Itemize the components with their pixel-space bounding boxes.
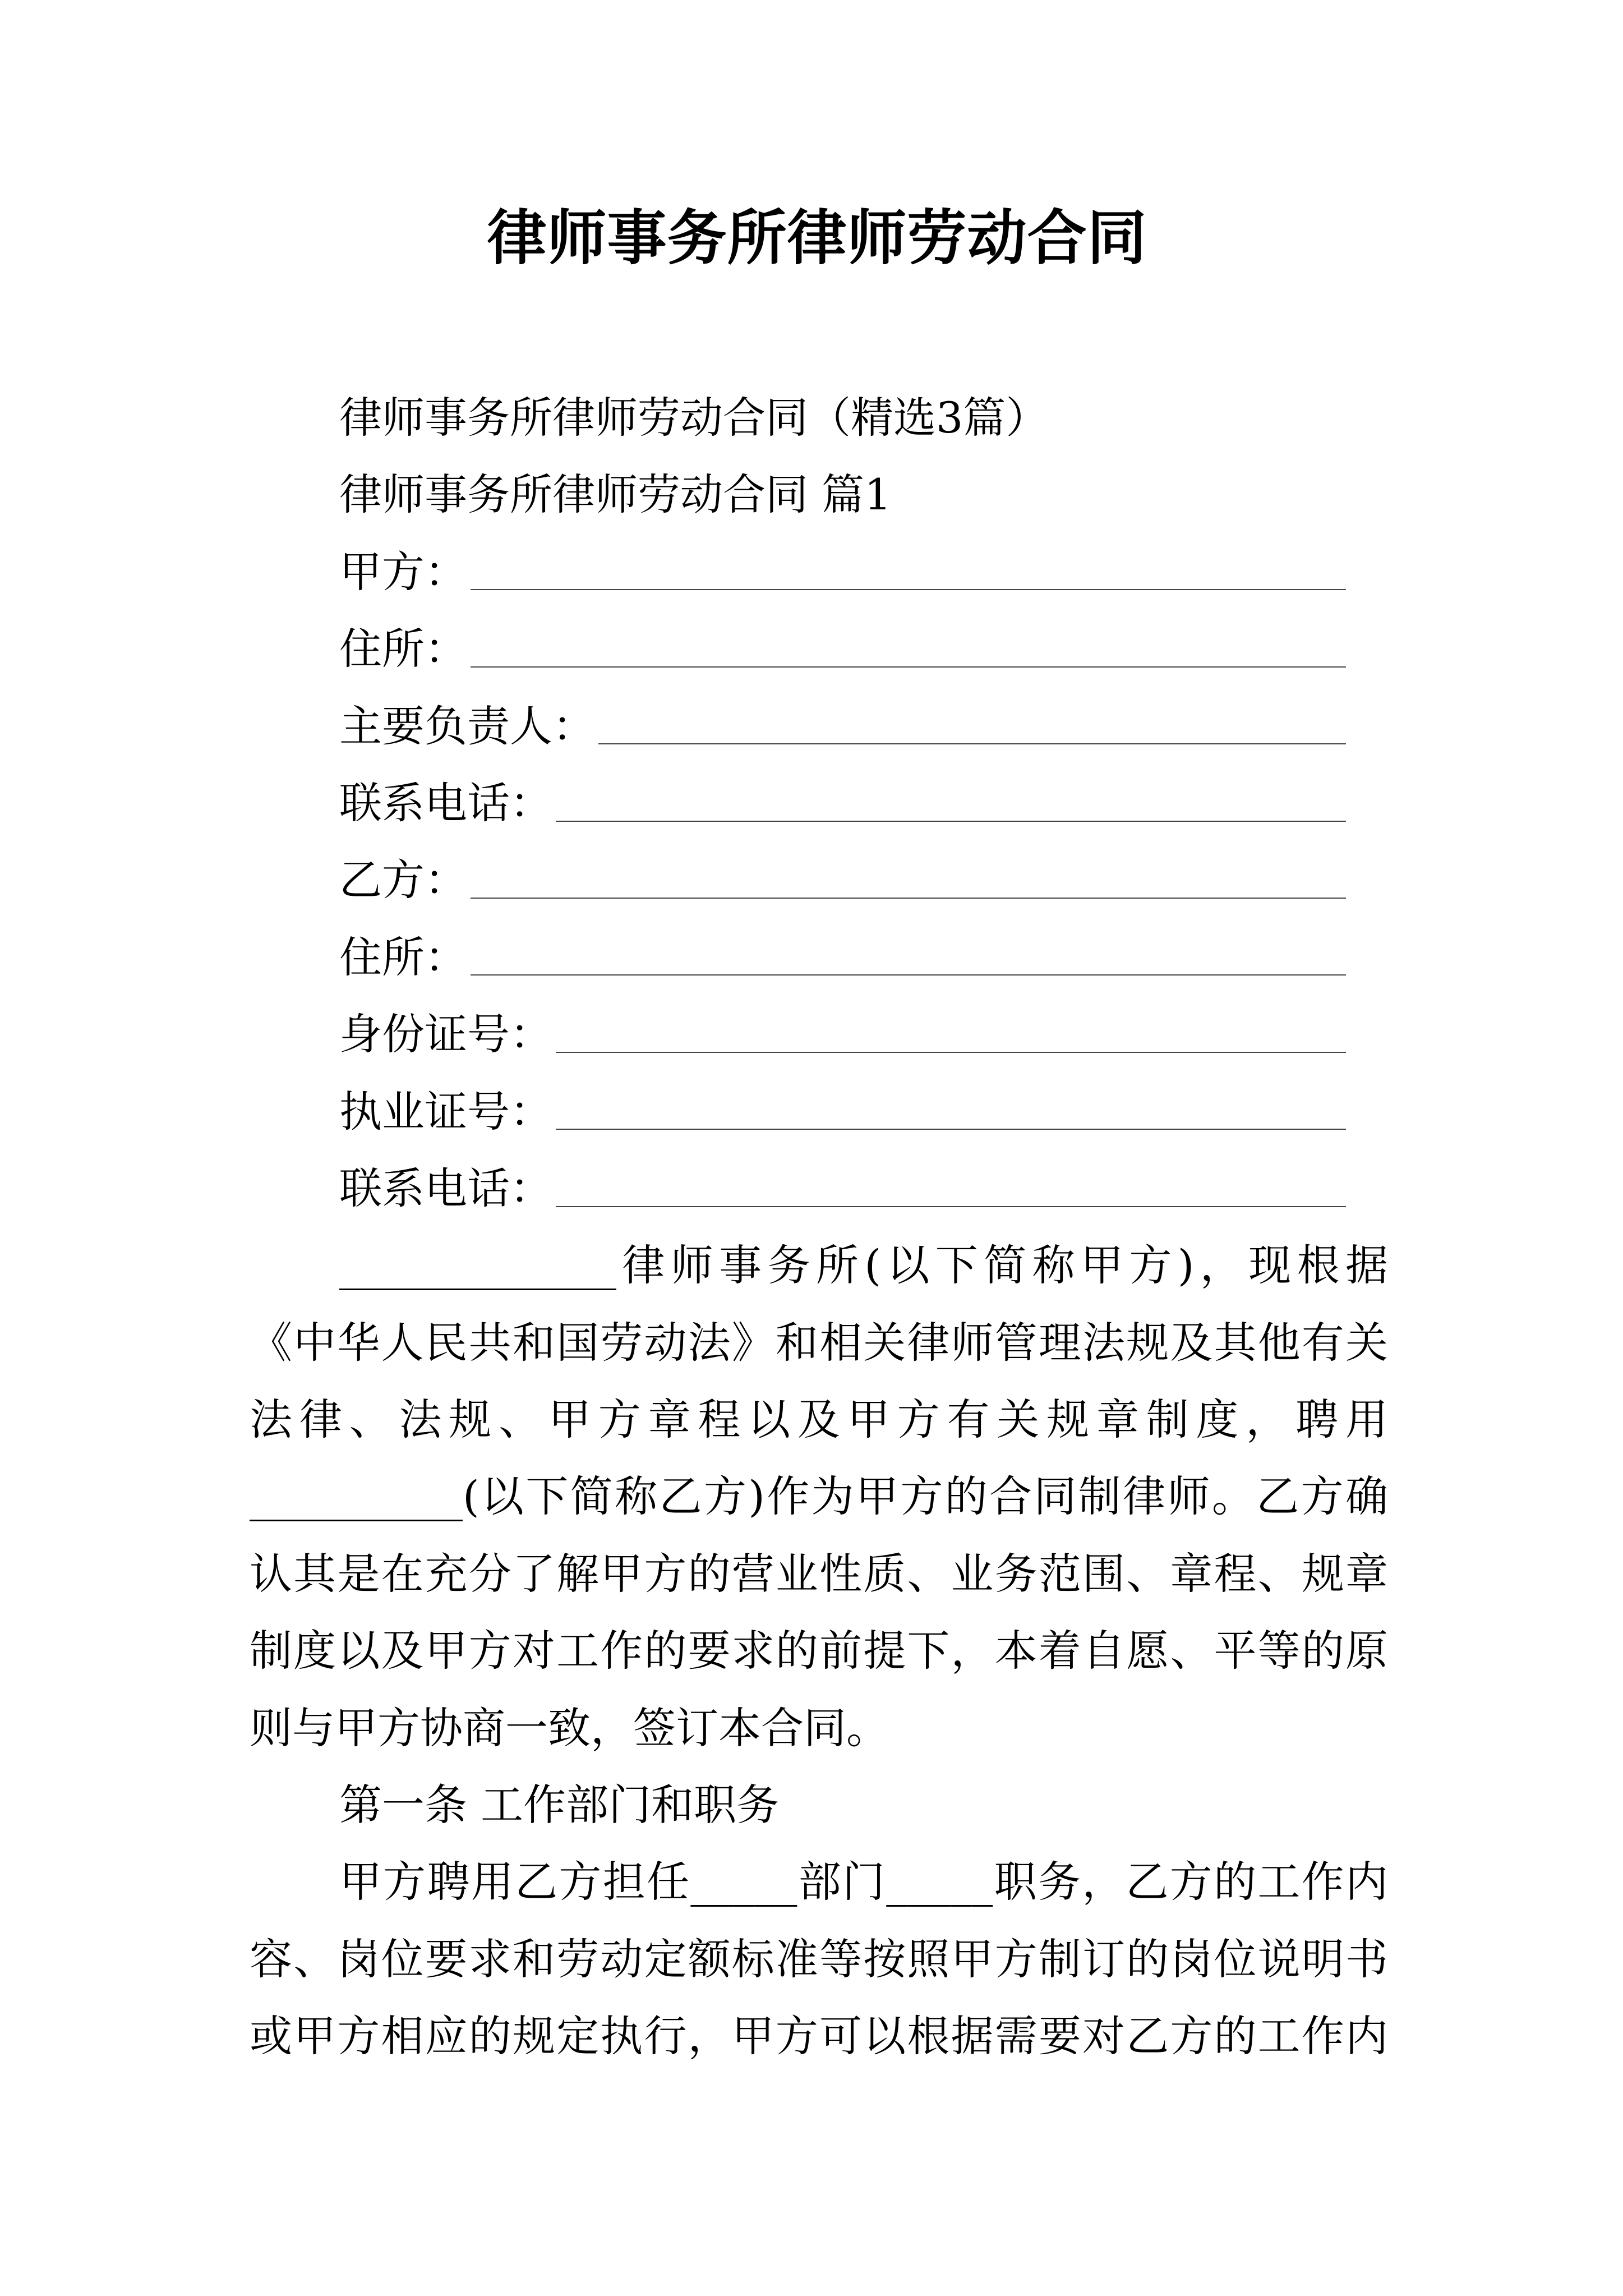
article-heading: 第一条 工作部门和职务 <box>339 1780 780 1830</box>
form-field-party-a-phone <box>250 765 1388 841</box>
form-field-party-a-address <box>250 610 1388 687</box>
field-blank <box>556 1093 1346 1130</box>
part-heading: 律师事务所律师劳动合同 篇1 <box>339 470 892 520</box>
field-label: 身份证号： <box>339 1009 552 1060</box>
field-label: 乙方： <box>339 855 467 905</box>
field-label: 住所： <box>339 932 467 982</box>
field-blank <box>471 553 1346 590</box>
field-label: 联系电话： <box>339 777 552 828</box>
field-blank <box>471 631 1346 668</box>
field-label: 甲方： <box>339 546 467 597</box>
field-blank <box>471 938 1346 976</box>
form-field-party-b-phone <box>250 1150 1388 1227</box>
paragraph-line: __________(以下简称乙方)作为甲方的合同制律师。乙方确 <box>250 1471 1388 1522</box>
field-label: 主要负责人： <box>339 701 595 751</box>
paragraph-line: 甲方聘用乙方担任_____部门_____职务，乙方的工作内 <box>339 1857 1388 1907</box>
paragraph-line: 容、岗位要求和劳动定额标准等按照甲方制订的岗位说明书 <box>250 1934 1388 1984</box>
field-blank <box>556 785 1346 822</box>
form-field-license-number <box>250 1073 1388 1150</box>
form-field-party-b-address <box>250 919 1388 996</box>
field-label: 住所： <box>339 624 467 674</box>
paragraph-line: 制度以及甲方对工作的要求的前提下，本着自愿、平等的原 <box>250 1626 1388 1676</box>
paragraph-line: 则与甲方协商一致，签订本合同。 <box>250 1703 889 1753</box>
paragraph-line: 法律、法规、甲方章程以及甲方有关规章制度，聘用 <box>250 1395 1388 1445</box>
field-label: 执业证号： <box>339 1086 552 1137</box>
field-label: 联系电话： <box>339 1163 552 1213</box>
field-blank <box>556 1016 1346 1053</box>
paragraph-line: 认其是在充分了解甲方的营业性质、业务范围、章程、规章 <box>250 1548 1388 1599</box>
form-field-id-number <box>250 996 1388 1073</box>
form-field-party-a <box>250 533 1388 610</box>
paragraph-line: 或甲方相应的规定执行，甲方可以根据需要对乙方的工作内 <box>250 2011 1388 2062</box>
document-subtitle: 律师事务所律师劳动合同（精选3篇） <box>339 393 1049 443</box>
field-blank <box>598 707 1346 744</box>
paragraph-line: 《中华人民共和国劳动法》和相关律师管理法规及其他有关 <box>250 1317 1388 1368</box>
field-blank <box>471 862 1346 899</box>
form-field-principal <box>250 688 1388 765</box>
field-blank <box>556 1170 1346 1207</box>
form-field-party-b <box>250 841 1388 918</box>
page-title: 律师事务所律师劳动合同 <box>487 203 1147 273</box>
paragraph-line: _____________律师事务所(以下简称甲方)，现根据 <box>339 1240 1388 1291</box>
document-body <box>250 379 1388 2075</box>
